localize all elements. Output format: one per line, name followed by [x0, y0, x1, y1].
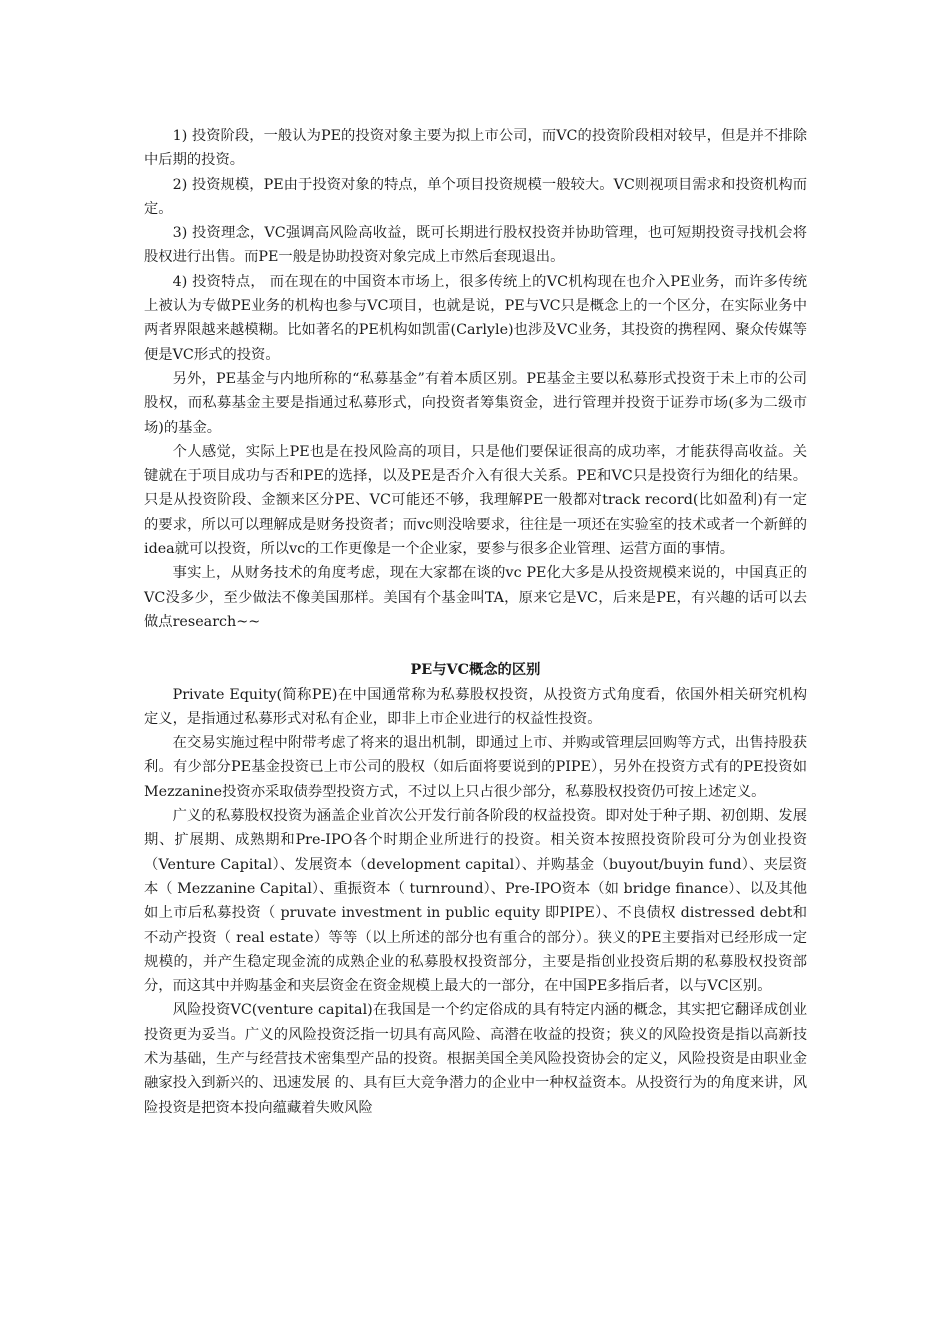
paragraph-investment-philosophy: 3) 投资理念，VC强调高风险高收益，既可长期进行股权投资并协助管理，也可短期投资寻找机会将股权进行出售。而PE一般是协助投资对象完成上市然后套现退出。: [144, 225, 807, 266]
section-spacer: [144, 634, 807, 658]
paragraph-investment-stage: 1) 投资阶段，一般认为PE的投资对象主要为拟上市公司，而VC的投资阶段相对较早，但是并不排除中后期的投资。: [144, 128, 807, 169]
paragraph-private-fund-difference: 另外，PE基金与内地所称的“私募基金”有着本质区别。PE基金主要以私募形式投资于未上市的公司股权，而私募基金主要是指通过私募形式，向投资者筹集资金，进行管理并投资于证券市场(多为二级市场)的基金。: [144, 370, 807, 436]
section-pe-vc-differences: [144, 124, 807, 634]
paragraph-pe-definition: Private Equity(简称PE)在中国通常称为私募股权投资，从投资方式角度看，依国外相关研究机构定义，是指通过私募形式对私有企业，即非上市企业进行的权益性投资。: [144, 686, 807, 727]
paragraph-exit-mechanism: 在交易实施过程中附带考虑了将来的退出机制，即通过上市、并购或管理层回购等方式，出售持股获利。有少部分PE基金投资已上市公司的股权（如后面将要说到的PIPE），另外在投资方式有的PE投资如Mezzanine投资亦采取债券型投资方式，不过以上只占很少部分，私募股权投资仍可按上述定义。: [144, 735, 807, 800]
section-title: PE与VC概念的区别: [410, 662, 541, 679]
paragraph-personal-view: 个人感觉，实际上PE也是在投风险高的项目，只是他们要保证很高的成功率，才能获得高收益。关键就在于项目成功与否和PE的选择，以及PE是否介入有很大关系。PE和VC只是投资行为细化的结果。只是从投资阶段、金额来区分PE、VC可能还不够，我理解PE一般都对track record(比如盈利)有一定的要求，所以可以理解成是财务投资者；而vc则没啥要求，往往是一项还在实验室的技术或者一个新鲜的idea就可以投资，所以vc的工作更像是一个企业家，要参与很多企业管理、运营方面的事情。: [144, 443, 807, 558]
paragraph-vc-definition: 风险投资VC(venture capital)在我国是一个约定俗成的具有特定内涵的概念，其实把它翻译成创业投资更为妥当。广义的风险投资泛指一切具有高风险、高潜在收益的投资；狭义的风险投资是指以高新技术为基础，生产与经营技术密集型产品的投资。根据美国全美风险投资协会的定义，风险投资是由职业金融家投入到新兴的、迅速发展 的、具有巨大竞争潜力的企业中一种权益资本。从投资行为的角度来讲，风险投资是把资本投向蕴藏着失败风险: [144, 1002, 807, 1116]
paragraph-investment-scale: 2) 投资规模，PE由于投资对象的特点，单个项目投资规模一般较大。VC则视项目需求和投资机构而定。: [144, 176, 807, 217]
paragraph-financial-view: 事实上，从财务技术的角度考虑，现在大家都在谈的vc PE化大多是从投资规模来说的，中国真正的VC没多少，至少做法不像美国那样。美国有个基金叫TA，原来它是VC，后来是PE，有兴趣的话可以去做点research~~: [144, 565, 807, 630]
paragraph-broad-pe: 广义的私募股权投资为涵盖企业首次公开发行前各阶段的权益投资。即对处于种子期、初创期、发展期、扩展期、成熟期和Pre-IPO各个时期企业所进行的投资。相关资本按照投资阶段可分为创业投资（Venture Capital）、发展资本（development capital）、并购基金（buyout/buyin fund）、夹层资本（ Mezzanine Capital）、重振资本（ turnround）、Pre-IPO资本（如 bridge finance）、以及其他如上市后私募投资（ pruvate investment in public equity 即PIPE）、不良债权 distressed debt和不动产投资（ real estate）等等（以上所述的部分也有重合的部分）。狭义的PE主要指对已经形成一定规模的，并产生稳定现金流的成熟企业的私募股权投资部分，主要是指创业投资后期的私募股权投资部分，而这其中并购基金和夹层资金在资金规模上最大的一部分，在中国PE多指后者，以与VC区别。: [144, 808, 807, 995]
document-page: [144, 124, 807, 1120]
section-concept-difference: [144, 658, 807, 1120]
paragraph-investment-features: 4) 投资特点， 而在现在的中国资本市场上，很多传统上的VC机构现在也介入PE业务，而许多传统上被认为专做PE业务的机构也参与VC项目，也就是说，PE与VC只是概念上的一个区分，在实际业务中两者界限越来越模糊。比如著名的PE机构如凯雷(Carlyle)也涉及VC业务，其投资的携程网、聚众传媒等便是VC形式的投资。: [144, 273, 807, 363]
